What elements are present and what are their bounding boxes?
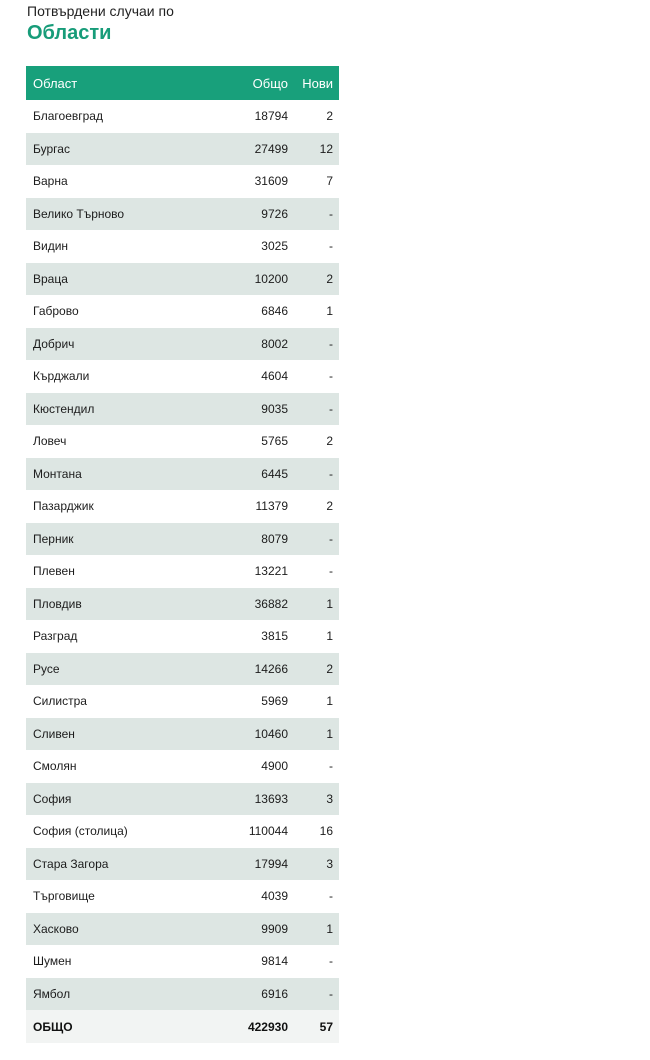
cell-total: 8002 — [226, 328, 292, 361]
cell-region: Стара Загора — [26, 848, 226, 881]
table-row — [26, 815, 339, 848]
table-row — [26, 523, 339, 556]
cell-new: - — [292, 880, 339, 913]
column-header-new[interactable]: Нови — [292, 66, 339, 100]
cell-region: Пловдив — [26, 588, 226, 621]
table-row — [26, 458, 339, 491]
cell-total: 8079 — [226, 523, 292, 556]
table-row — [26, 750, 339, 783]
cell-total: 5765 — [226, 425, 292, 458]
regions-table — [26, 66, 339, 1043]
cell-total: 17994 — [226, 848, 292, 881]
header-row — [26, 66, 339, 100]
cell-new: 1 — [292, 620, 339, 653]
cell-region: Враца — [26, 263, 226, 296]
table-row — [26, 848, 339, 881]
cell-total: 13221 — [226, 555, 292, 588]
table-row — [26, 718, 339, 751]
cell-new: 2 — [292, 425, 339, 458]
cell-region: Бургас — [26, 133, 226, 166]
cell-total: 27499 — [226, 133, 292, 166]
cell-region: Габрово — [26, 295, 226, 328]
cell-region: Перник — [26, 523, 226, 556]
column-header-total[interactable]: Общо — [226, 66, 292, 100]
cell-region: Монтана — [26, 458, 226, 491]
cell-new: 3 — [292, 783, 339, 816]
cell-new: 2 — [292, 100, 339, 133]
cell-total: 11379 — [226, 490, 292, 523]
cell-total: 9814 — [226, 945, 292, 978]
cell-total: 110044 — [226, 815, 292, 848]
table-row — [26, 685, 339, 718]
cell-region: Сливен — [26, 718, 226, 751]
totals-total: 422930 — [226, 1010, 292, 1043]
cell-new: - — [292, 230, 339, 263]
cell-total: 4604 — [226, 360, 292, 393]
table-row — [26, 880, 339, 913]
cell-new: - — [292, 945, 339, 978]
cell-new: - — [292, 523, 339, 556]
cell-new: 1 — [292, 718, 339, 751]
cell-new: - — [292, 393, 339, 426]
cell-region: Кърджали — [26, 360, 226, 393]
cell-total: 9909 — [226, 913, 292, 946]
table-header — [26, 66, 339, 100]
cell-region: Варна — [26, 165, 226, 198]
cell-new: - — [292, 360, 339, 393]
table-row — [26, 555, 339, 588]
cell-region: Смолян — [26, 750, 226, 783]
cell-region: София (столица) — [26, 815, 226, 848]
cell-region: Русе — [26, 653, 226, 686]
table-row — [26, 490, 339, 523]
cell-new: 1 — [292, 588, 339, 621]
page-title: Области — [27, 22, 112, 44]
cell-new: - — [292, 458, 339, 491]
cell-region: Ямбол — [26, 978, 226, 1011]
table-row — [26, 328, 339, 361]
cell-total: 5969 — [226, 685, 292, 718]
table-row — [26, 945, 339, 978]
table-body — [26, 100, 339, 1010]
table-row — [26, 393, 339, 426]
cell-total: 4900 — [226, 750, 292, 783]
cell-total: 10460 — [226, 718, 292, 751]
table-row — [26, 913, 339, 946]
cell-new: 2 — [292, 490, 339, 523]
cell-new: - — [292, 555, 339, 588]
cell-new: 1 — [292, 685, 339, 718]
cell-region: Плевен — [26, 555, 226, 588]
table-row — [26, 133, 339, 166]
cell-total: 4039 — [226, 880, 292, 913]
table-row — [26, 425, 339, 458]
page-subtitle: Потвърдени случаи по — [27, 3, 174, 19]
cell-total: 3815 — [226, 620, 292, 653]
cell-region: София — [26, 783, 226, 816]
table-row — [26, 198, 339, 231]
cell-total: 10200 — [226, 263, 292, 296]
totals-label: ОБЩО — [26, 1010, 226, 1043]
cell-new: - — [292, 198, 339, 231]
table-row — [26, 360, 339, 393]
cell-new: 1 — [292, 913, 339, 946]
cell-region: Търговище — [26, 880, 226, 913]
cell-new: 3 — [292, 848, 339, 881]
cell-region: Разград — [26, 620, 226, 653]
cell-total: 9726 — [226, 198, 292, 231]
table-row — [26, 263, 339, 296]
header — [27, 2, 174, 46]
cell-new: - — [292, 328, 339, 361]
cell-total: 13693 — [226, 783, 292, 816]
table-row — [26, 295, 339, 328]
column-header-region[interactable]: Област — [26, 66, 226, 100]
cell-region: Велико Търново — [26, 198, 226, 231]
table-row — [26, 230, 339, 263]
cell-region: Пазарджик — [26, 490, 226, 523]
cell-region: Силистра — [26, 685, 226, 718]
totals-row — [26, 1010, 339, 1043]
cell-total: 31609 — [226, 165, 292, 198]
totals-new: 57 — [292, 1010, 339, 1043]
cell-region: Ловеч — [26, 425, 226, 458]
cell-total: 6846 — [226, 295, 292, 328]
cell-region: Шумен — [26, 945, 226, 978]
cell-total: 36882 — [226, 588, 292, 621]
table-row — [26, 653, 339, 686]
table-row — [26, 783, 339, 816]
cell-region: Видин — [26, 230, 226, 263]
table-row — [26, 100, 339, 133]
cell-new: - — [292, 750, 339, 783]
cell-region: Благоевград — [26, 100, 226, 133]
cell-total: 3025 — [226, 230, 292, 263]
cell-total: 9035 — [226, 393, 292, 426]
table-row — [26, 165, 339, 198]
table-row — [26, 978, 339, 1011]
cell-new: 2 — [292, 263, 339, 296]
cell-total: 6916 — [226, 978, 292, 1011]
cell-total: 6445 — [226, 458, 292, 491]
cell-new: 7 — [292, 165, 339, 198]
cell-new: 2 — [292, 653, 339, 686]
cell-total: 14266 — [226, 653, 292, 686]
table-row — [26, 588, 339, 621]
cell-new: 12 — [292, 133, 339, 166]
cell-region: Хасково — [26, 913, 226, 946]
cell-region: Кюстендил — [26, 393, 226, 426]
cell-new: - — [292, 978, 339, 1011]
cell-region: Добрич — [26, 328, 226, 361]
cell-total: 18794 — [226, 100, 292, 133]
table-row — [26, 620, 339, 653]
cell-new: 1 — [292, 295, 339, 328]
table-footer — [26, 1010, 339, 1043]
cell-new: 16 — [292, 815, 339, 848]
